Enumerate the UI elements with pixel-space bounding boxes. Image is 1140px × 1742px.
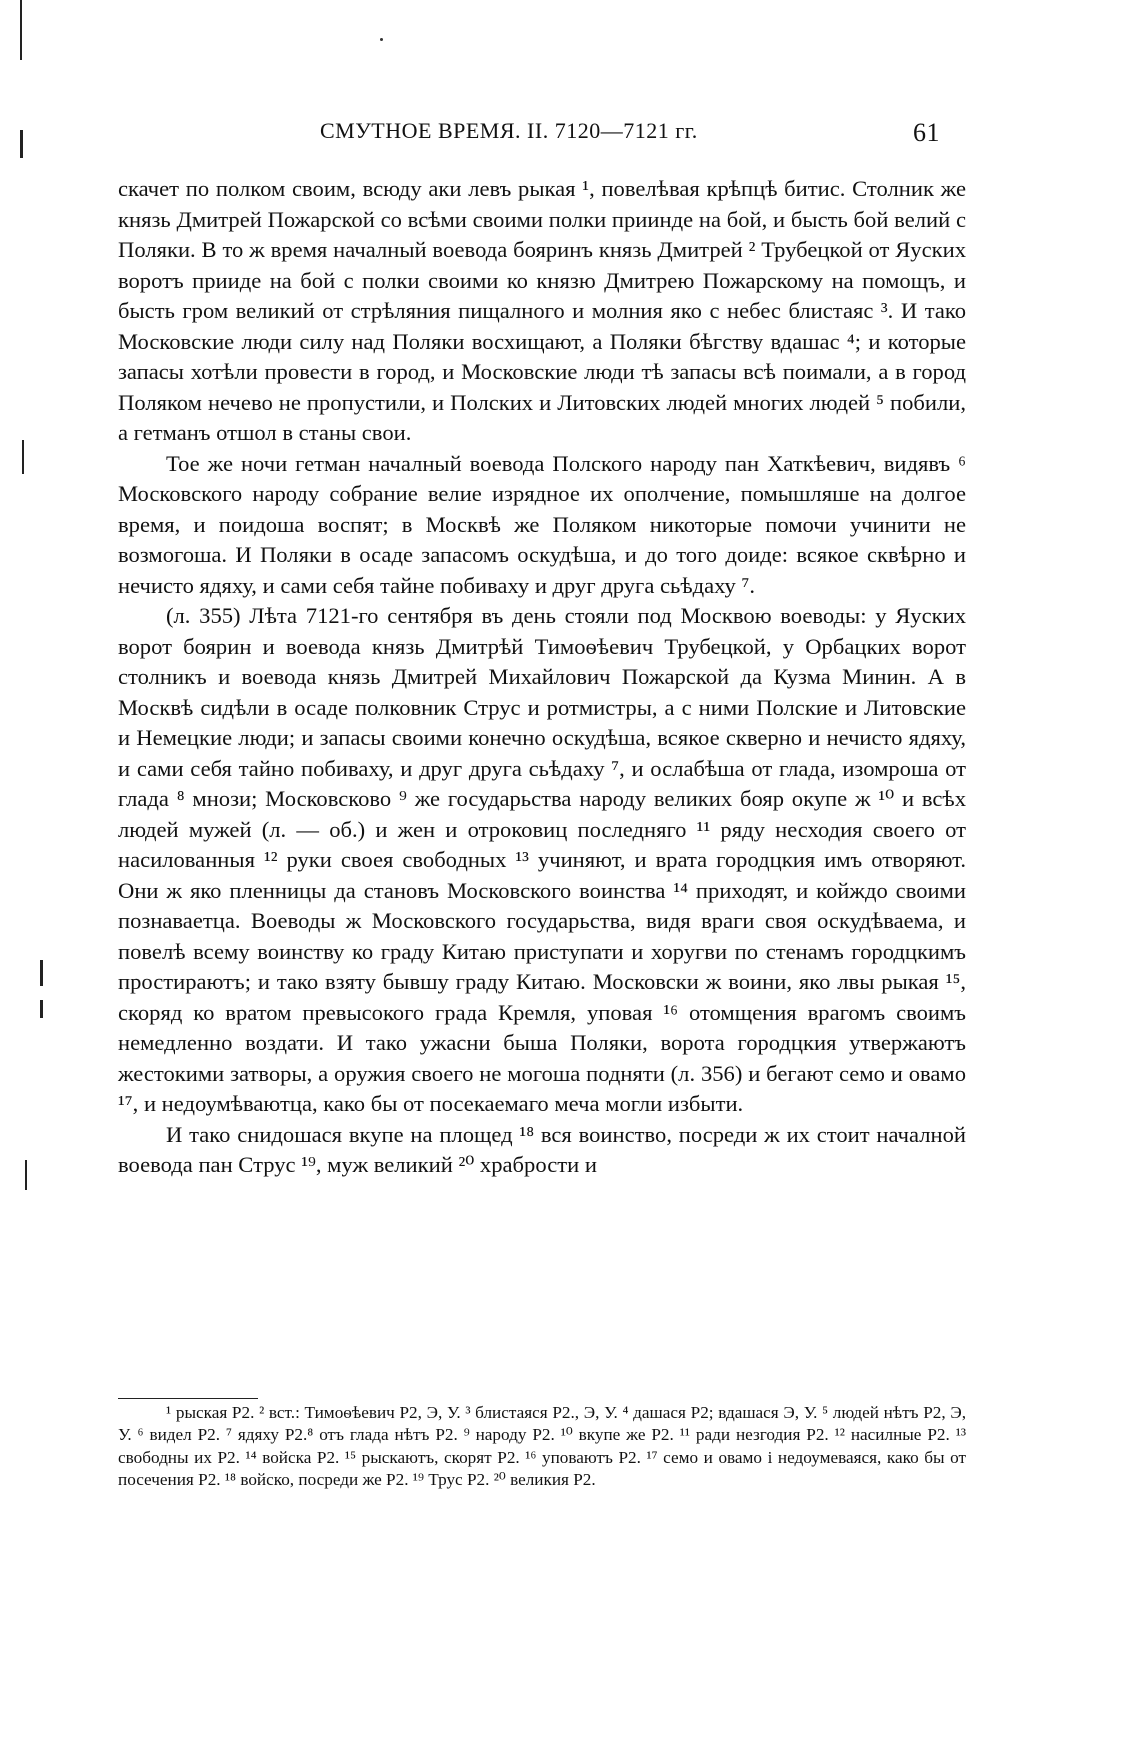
scan-edge-mark: [20, 130, 23, 158]
running-title: СМУТНОЕ ВРЕМЯ. II. 7120—7121 гг.: [320, 118, 698, 143]
paragraph: (л. 355) Лѣта 7121-го сентября въ день стояли под Москвою воеводы: у Яуских ворот боярин и воевода князь Дмитрѣй Тимоѳѣевич Трубецкой, у Орбацких ворот столникъ и воевода князь Дмитрей Михайлович Пожарской да Кузма Минин. А в Москвѣ сидѣли в осаде полковник Струс и ротмистры, а с ними Полские и Литовские и Немецкие люди; и запасы своими конечно оскудѣша, всякое скверно и нечисто ядяху, и сами себя тайно побиваху, и друг друга сьѣдаху ⁷, и ослабѣша от глада, изомроша от глада ⁸ мнози; Московсково ⁹ же государьства народу великих бояр окупе ж ¹⁰ и всѣх людей мужей (л. — об.) и жен и отроковиц последняго ¹¹ ряду несходия своего от насилованныя ¹² руки своея свободных ¹³ учиняют, и врата городцкия имъ отворяют. Они ж яко пленницы да становъ Московского воинства ¹⁴ приходят, и койждо своими познаваетца. Воеводы ж Московского государьства, видя враги своя оскудѣваема, и повелѣ всему воинству ко граду Китаю приступати и хоругви по стенамъ городцкимъ простираютъ; и тако взяту бывшу граду Китаю. Московски ж воини, яко лвы рыкая ¹⁵, скоряд ко вратом превысокого града Кремля, уповая ¹⁶ отомщения врагомъ своимъ немедленно воздати. И тако ужасни быша Поляки, ворота городцкия утвержаютъ жестокими затворы, а оружия своего не могоша подняти (л. 356) и бегают семо и овамо ¹⁷, и недоумѣваютца, како бы от посекаемаго меча могли избыти.: [118, 603, 966, 1116]
footnote-text: ¹ рыская Р2. ² вст.: Тимоѳѣевич Р2, Э, У. ³ блистаяся Р2., Э, У. ⁴ дашася Р2; вдашася Э, У. ⁵ людей нѣтъ Р2, Э, У. ⁶ видел Р2. ⁷ ядяху Р2.⁸ отъ глада нѣтъ Р2. ⁹ народу Р2. ¹⁰ вкупе же Р2. ¹¹ ради незгодия Р2. ¹² насилные Р2. ¹³ свободны их Р2. ¹⁴ войска Р2. ¹⁵ рыскаютъ, скорят Р2. ¹⁶ уповаютъ Р2. ¹⁷ семо и овамо і недоумеваяся, како бы от посечения Р2. ¹⁸ войско, посреди же Р2. ¹⁹ Трус Р2. ²⁰ великия Р2.: [118, 1403, 966, 1490]
footnotes: [118, 1402, 966, 1492]
scan-dot: [380, 38, 383, 41]
paragraph: Тое же ночи гетман началный воевода Полского народу пан Хаткѣевич, видявъ ⁶ Московского народу собрание велие изрядное их ополчение, помышляше на долгое время, и поидоша воспят; в Москвѣ же Поляком никоторые помочи учинити не возмогоша. И Поляки в осаде запасомъ оскудѣша, и до того доиде: всякое сквѣрно и нечисто ядяху, и сами себя тайне побиваху и друг друга сьѣдаху ⁷.: [118, 450, 966, 598]
main-text: [118, 174, 966, 1181]
footnote-divider: [118, 1398, 258, 1399]
scan-edge-mark: [40, 960, 43, 986]
page-number: 61: [913, 118, 940, 147]
scan-edge-mark: [22, 440, 24, 474]
paragraph: скачет по полком своим, всюду аки левъ рыкая ¹, повелѣвая крѣпцѣ битис. Столник же князь Дмитрей Пожарской со всѣми своими полки приинде на бой, и бысть бой велий с Поляки. В то ж время началный воевода бояринъ князь Дмитрей ² Трубецкой от Яуских воротъ прииде на бой с полки своими ко князю Дмитрею Пожарскому на помощъ, и бысть гром великий от стрѣляния пищалного и молния яко с небес блистаяс ³. И тако Московские люди силу над Поляки восхищают, а Поляки бѣгству вдашас ⁴; и которые запасы хотѣли провести в город, и Московские люди тѣ запасы всѣ поимали, а в город Поляком нечево не пропустили, и Полских и Литовских людей многих людей ⁵ побили, а гетманъ отшол в станы свои.: [118, 176, 966, 445]
scan-edge-mark: [20, 0, 22, 60]
scan-edge-mark: [25, 1160, 27, 1190]
scan-edge-mark: [40, 1000, 43, 1018]
paragraph: И тако снидошася вкупе на площед ¹⁸ вся воинство, посреди ж их стоит началной воевода пан Струс ¹⁹, муж великий ²⁰ храбрости и: [118, 1121, 966, 1177]
